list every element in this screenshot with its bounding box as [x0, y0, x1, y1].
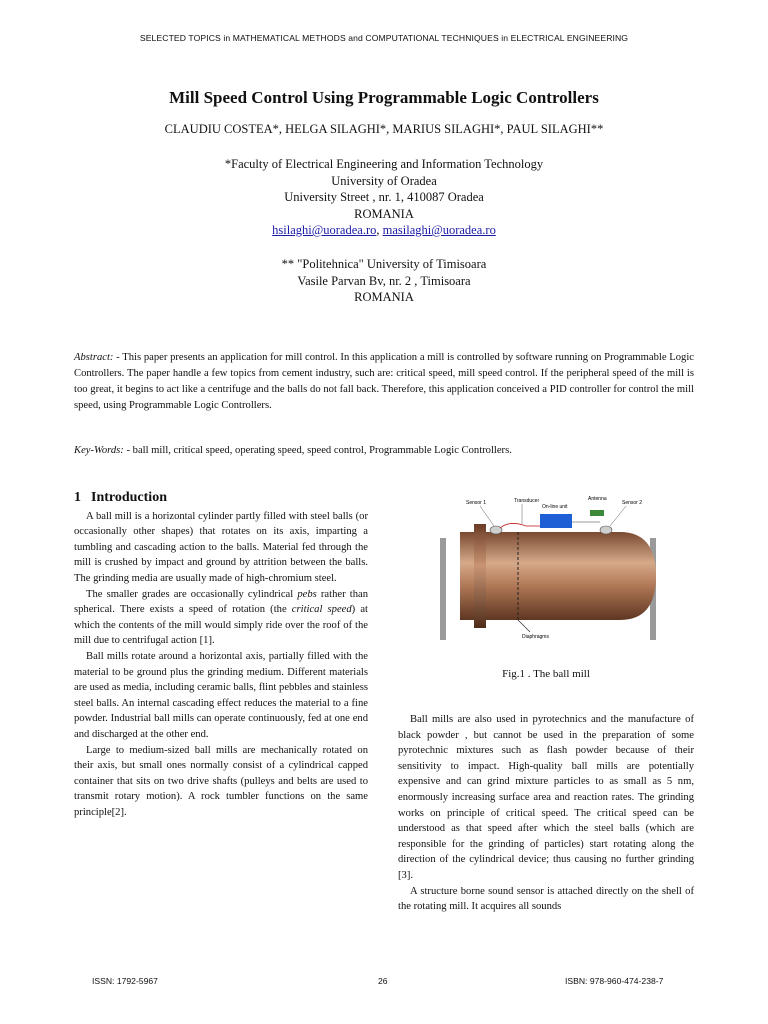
affiliation-1-faculty: *Faculty of Electrical Engineering and Information Technology [224, 157, 544, 171]
paragraph-text: The smaller grades are occasionally cylindrical [86, 588, 298, 600]
label-sensor-1: Sensor 1 [466, 500, 487, 506]
affiliation-1-address: University Street , nr. 1, 410087 Oradea [284, 190, 484, 204]
label-transducer: Transducer [514, 498, 540, 504]
abstract [74, 350, 694, 414]
paragraph: A ball mill is a horizontal cylinder partly filled with steel balls (or occasionally other shapes) that rotates on its axis, imparting a tumbling and cascading action to the balls. Material fed through the mill is crushed by impact and ground by attrition between the balls. The grinding media are usually made of high-chromium steel. [74, 510, 368, 584]
paragraph: Ball mills are also used in pyrotechnics and the manufacture of black powder , but cannot be used in the preparation of some pyrotechnic mixtures such as flash powder because of their sensitivity to impact. High-quality ball mills are potentially expensive and can grind mixture particles to as small as 5 nm, enormously increasing surface area and reaction rates. The grinding works on principle of critical speed. The critical speed can be understood as that speed after which the steel balls (which are responsible for the grinding of particles) start rotating along the direction of the cylindrical device; thus causing no further grinding [3]. [398, 714, 694, 881]
mill-flange [474, 524, 486, 628]
ball-mill-diagram [430, 492, 670, 644]
paragraph-text: rather than spherical. There exists a speed of rotation (the [74, 588, 368, 616]
email-link-masilaghi[interactable]: masilaghi@uoradea.ro [382, 223, 496, 237]
paragraph: Large to medium-sized ball mills are mechanically rotated on their axis, but small ones normally consist of a cylindrical capped container that sits on two drive shafts (pulleys and belts are used to transmit rotary motion). A rock tumbler functions on the same principle[2]. [74, 744, 368, 818]
keywords-text: - ball mill, critical speed, operating speed, speed control, Programmable Logic Controllers. [123, 445, 512, 456]
abstract-text: - This paper presents an application for mill control. In this application a mill is controlled by software running on Programmable Logic Controllers. The paper handle a few topics from cement industry, such are: critical speed, mill speed control. If the peripheral speed of the mill is too great, it begins to act like a centrifuge and the balls do not fall back. Therefore, this application conceived a PID controller for control the mill speed, using Programmable Logic Controllers. [74, 352, 694, 411]
left-column [74, 490, 368, 820]
affiliation-2 [0, 256, 768, 306]
running-header: SELECTED TOPICS in MATHEMATICAL METHODS and COMPUTATIONAL TECHNIQUES in ELECTRICAL ENGINEERING [139, 33, 629, 43]
italic-term: critical speed [291, 604, 352, 616]
sensor-1-icon [490, 526, 502, 534]
affiliation-1 [0, 156, 768, 239]
affiliation-2-address: Vasile Parvan Bv, nr. 2 , Timisoara [297, 273, 471, 288]
label-diaphragm: Diaphragms [522, 634, 549, 640]
section-title: Introduction [91, 490, 167, 505]
email-link-hsilaghi[interactable]: hsilaghi@uoradea.ro [272, 223, 377, 237]
footer-isbn: ISBN: 978-960-474-238-7 [565, 976, 664, 986]
paragraph [74, 587, 368, 649]
antenna-icon [590, 510, 604, 516]
affiliation-2-university: ** "Politehnica" University of Timisoara [281, 257, 487, 271]
online-unit-box [540, 514, 572, 528]
ball-mill-figure [430, 492, 670, 644]
affiliation-1-university: University of Oradea [331, 173, 437, 188]
right-column [398, 712, 694, 915]
paragraph: A structure borne sound sensor is attached directly on the shell of the rotating mill. It acquires all sounds [398, 885, 694, 913]
section-heading [74, 490, 368, 506]
paragraph: Ball mills rotate around a horizontal axis, partially filled with the material to be ground plus the grinding medium. Different materials are used as media, including ceramic balls, flint pebbles and stainless steel balls. An internal cascading effect reduces the material to a fine powder. Industrial ball mills can operate continuously, fed at one end and discharged at the other end. [74, 650, 368, 740]
email-separator: , [376, 223, 383, 237]
figure-caption: Fig.1 . The ball mill [502, 668, 590, 680]
footer-page-number: 26 [378, 976, 388, 986]
author-list: CLAUDIU COSTEA*, HELGA SILAGHI*, MARIUS SILAGHI*, PAUL SILAGHI** [164, 122, 604, 136]
mill-shell [460, 532, 656, 620]
affiliation-1-emails [0, 222, 768, 239]
paragraph-text: ) at which the contents of the mill would simply ride over the roof of the mill due to centrifugal action [1]. [74, 604, 368, 647]
italic-term: pebs [297, 588, 317, 600]
left-support-post [440, 538, 446, 640]
label-antenna: Antenna [588, 496, 607, 502]
abstract-label: Abstract: [74, 352, 114, 363]
keywords-label: Key-Words: [74, 445, 124, 456]
transducer-wire [500, 523, 526, 528]
footer-issn: ISSN: 1792-5967 [92, 976, 158, 986]
affiliation-2-country: ROMANIA [354, 290, 414, 304]
section-number: 1 [74, 490, 81, 505]
keywords [74, 443, 694, 459]
label-online-unit: On-line unit [542, 504, 568, 510]
sensor-2-icon [600, 526, 612, 534]
paper-title: Mill Speed Control Using Programmable Logic Controllers [169, 88, 599, 107]
label-sensor-2: Sensor 2 [622, 500, 643, 506]
affiliation-1-country: ROMANIA [354, 206, 414, 221]
diaphragm-leader [518, 620, 530, 632]
